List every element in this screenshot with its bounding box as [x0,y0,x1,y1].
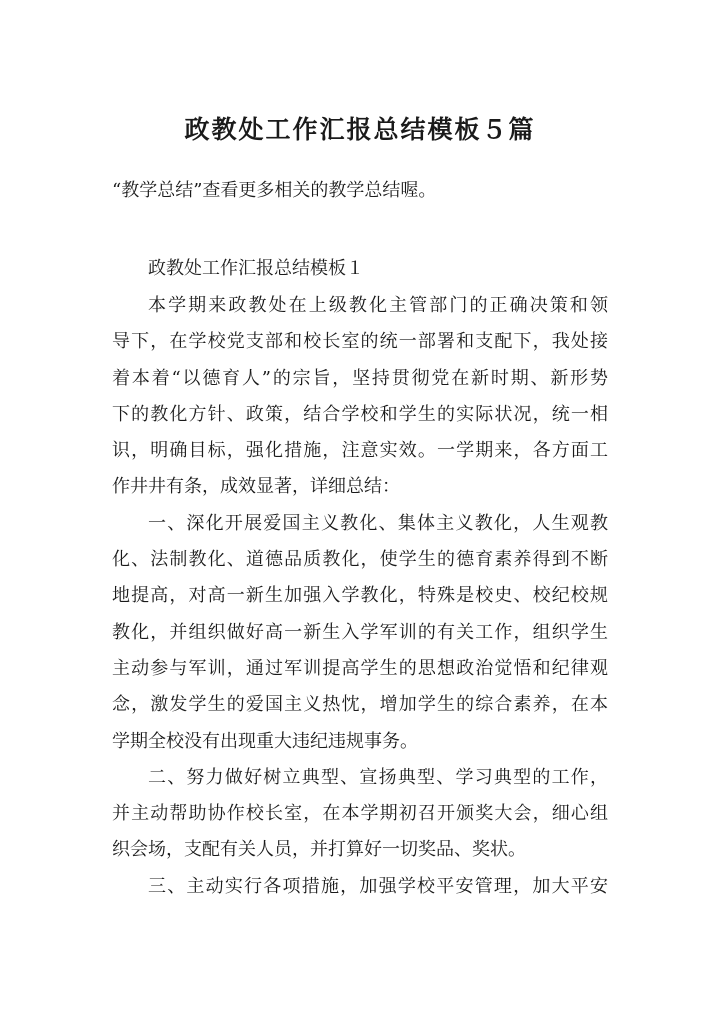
paragraph-line: 一、深化开展爱国主义教化、集体主义教化，人生观教 [148,512,608,534]
paragraph-line: 化、法制教化、道德品质教化，使学生的德育素养得到不断 [112,549,608,571]
paragraph-line: 本学期来政教处在上级教化主管部门的正确决策和领 [148,295,608,316]
paragraph-line: 二、努力做好树立典型、宣扬典型、学习典型的工作， [148,766,608,788]
paragraph-line: 主动参与军训，通过军训提高学生的思想政治觉悟和纪律观 [112,657,608,679]
document-body [112,288,608,905]
paragraph-line: 学期全校没有出现重大违纪违规事务。 [112,730,418,752]
paragraph-line: 作井井有条，成效显著，详细总结： [112,476,400,498]
paragraph [112,760,608,869]
document-title: 政教处工作汇报总结模板５篇 [184,115,536,144]
paragraph [112,288,608,506]
paragraph [112,506,608,760]
paragraph-line: 着本着“以德育人”的宗旨，坚持贯彻党在新时期、新形势 [112,367,608,389]
paragraph-line: 织会场，支配有关人员，并打算好一切奖品、奖状。 [112,839,526,861]
paragraph-line: 教化，并组织做好高一新生入学军训的有关工作，组织学生 [112,621,608,643]
intro-text: “教学总结”查看更多相关的教学总结喔。 [112,180,437,201]
paragraph-line: 导下，在学校党支部和校长室的统一部署和支配下，我处接 [112,331,608,353]
paragraph [112,869,608,905]
paragraph-line: 并主动帮助协作校长室，在本学期初召开颁奖大会，细心组 [112,803,608,825]
paragraph-line: 识，明确目标，强化措施，注意实效。一学期来，各方面工 [112,440,608,462]
paragraph-line: 地提高，对高一新生加强入学教化，特殊是校史、校纪校规 [112,585,608,607]
paragraph-line: 三、主动实行各项措施，加强学校平安管理，加大平安 [148,875,608,897]
paragraph-line: 下的教化方针、政策，结合学校和学生的实际状况，统一相 [112,403,608,425]
paragraph-line: 念，激发学生的爱国主义热忱，增加学生的综合素养，在本 [112,694,608,716]
section-heading: 政教处工作汇报总结模板１ [148,258,364,279]
